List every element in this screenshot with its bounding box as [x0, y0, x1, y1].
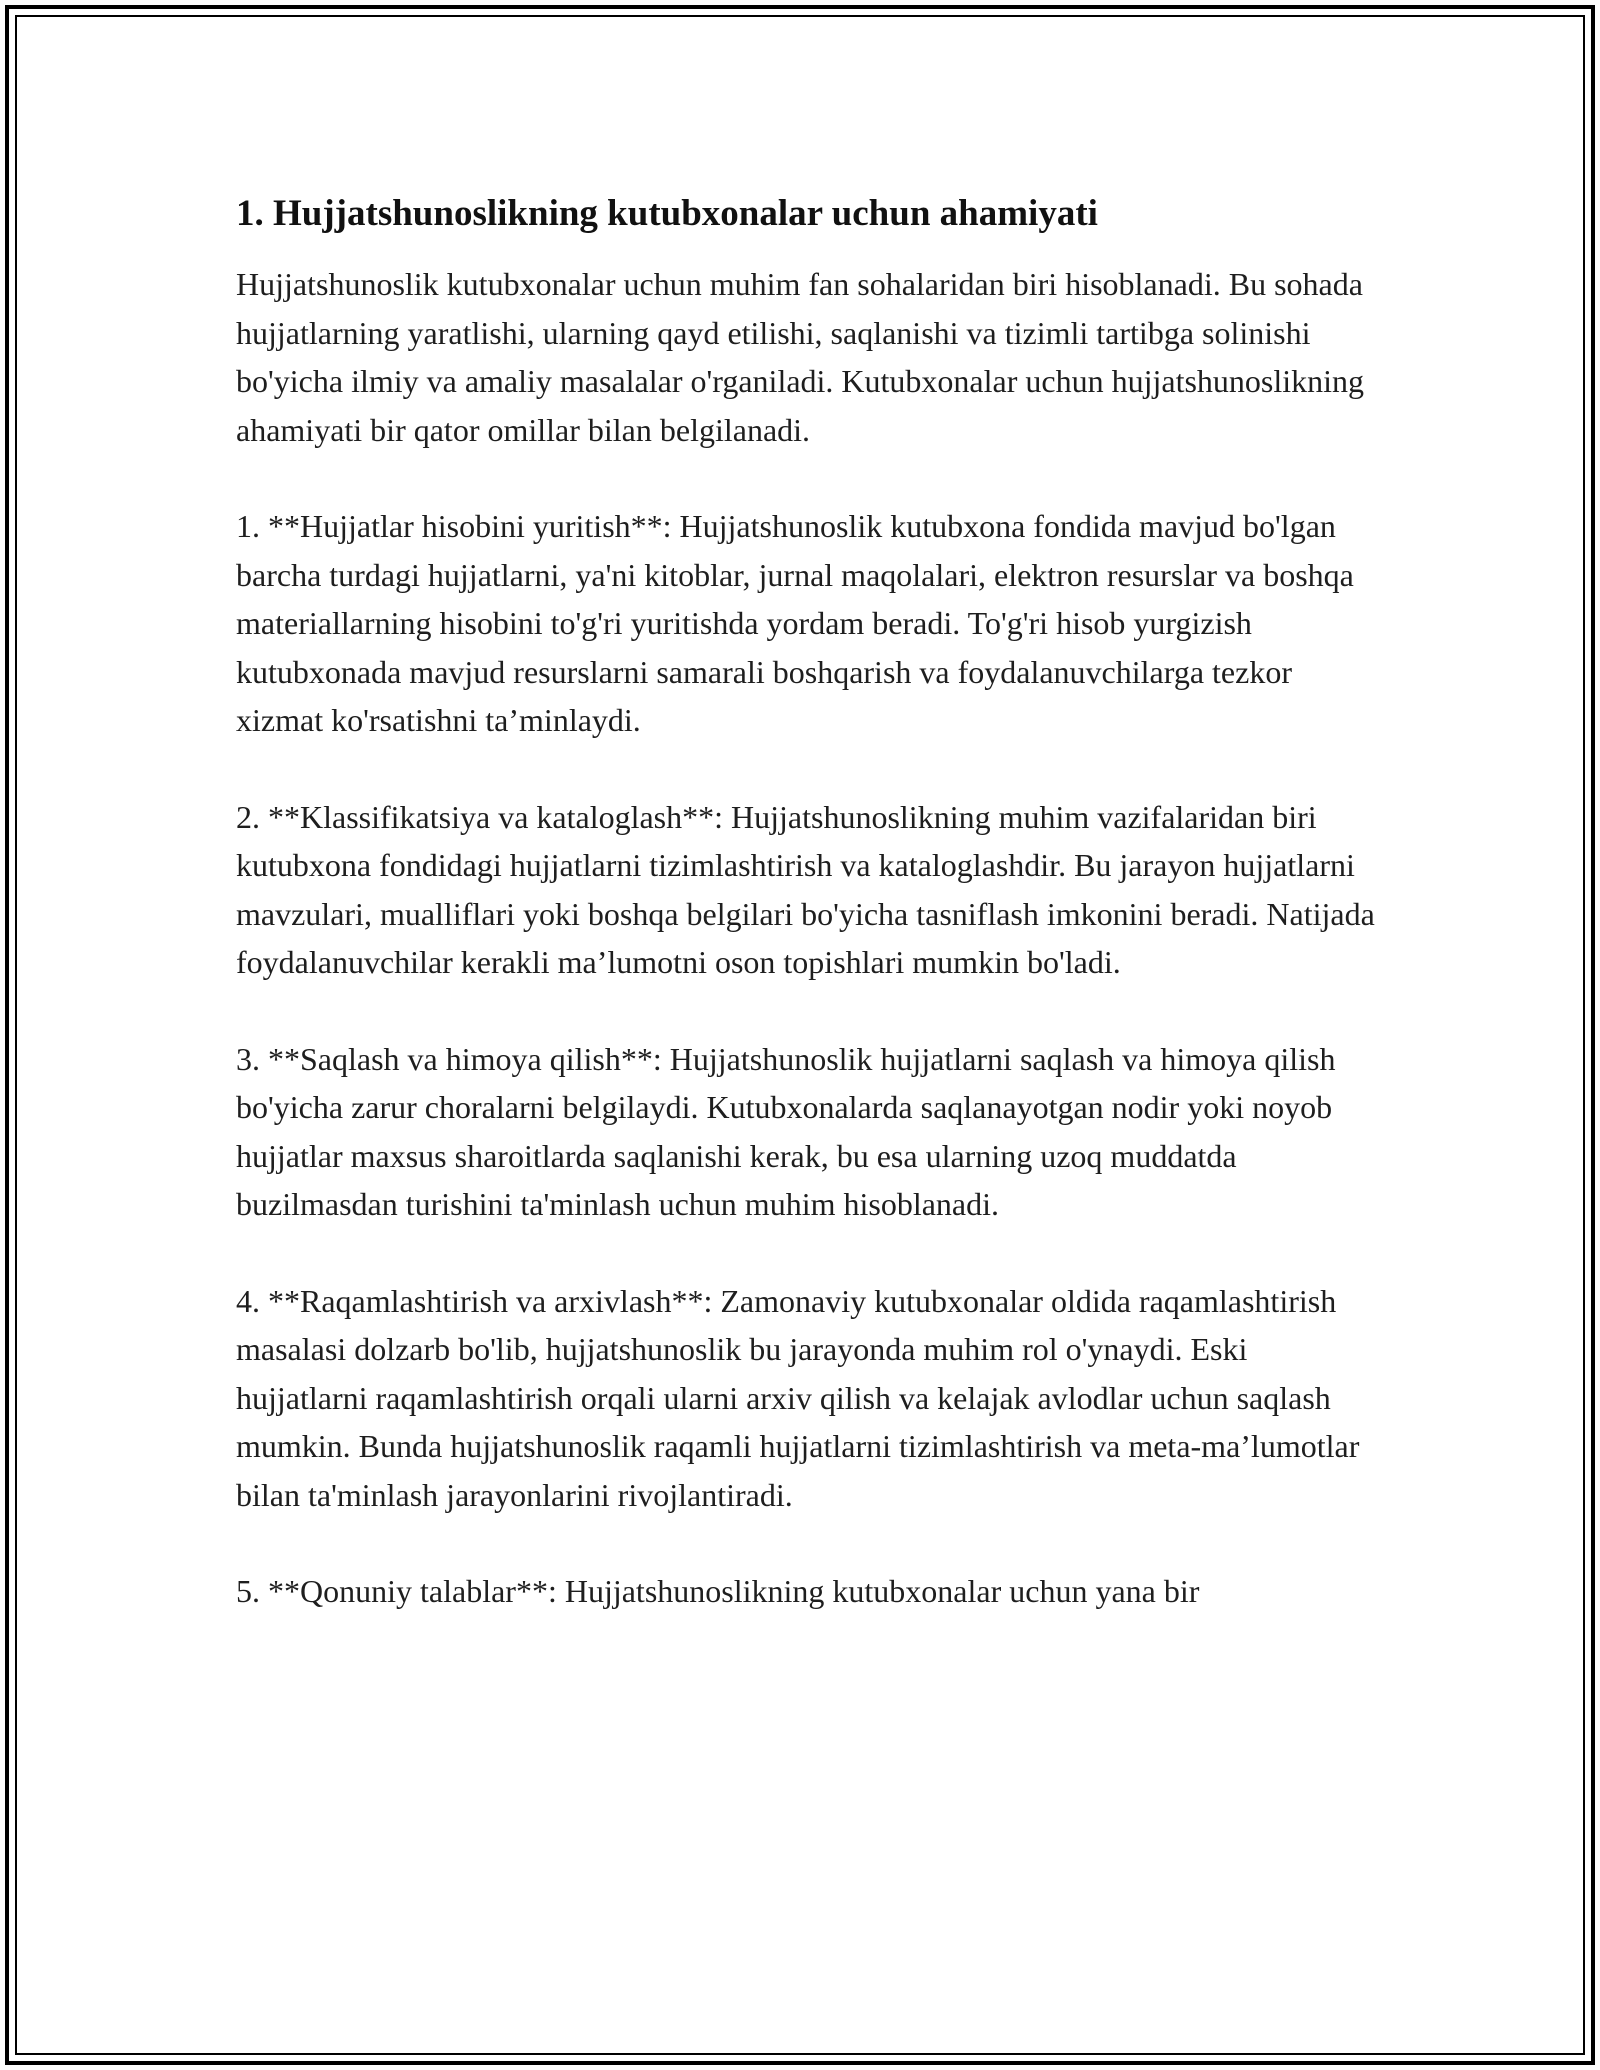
intro-paragraph: Hujjatshunoslik kutubxonalar uchun muhim fan sohalaridan biri hisoblanadi. Bu sohada hujjatlarning yaratlishi, ularning qayd etilishi, saqlanishi va tizimli tartibga solinishi bo'yicha ilmiy va amaliy masalalar o'rganiladi. Kutubxonalar uchun hujjatshunoslikning ahamiyati bir qator omillar bilan belgilanadi. — [236, 266, 1365, 448]
list-item: 5. **Qonuniy talablar**: Hujjatshunoslikning kutubxonalar uchun yana bir — [236, 1573, 1200, 1609]
document-title: 1. Hujjatshunoslikning kutubxonalar uchun ahamiyati — [236, 193, 1098, 234]
list-item: 3. **Saqlash va himoya qilish**: Hujjatshunoslik hujjatlarni saqlash va himoya qilish bo'yicha zarur choralarni belgilaydi. Kutubxonalarda saqlanayotgan nodir yoki noyob hujjatlar maxsus sharoitlarda saqlanishi kerak, bu esa ularning uzoq muddatda buzilmasdan turishini ta'minlash uchun muhim hisoblanadi. — [236, 1040, 1336, 1222]
list-item: 1. **Hujjatlar hisobini yuritish**: Hujjatshunoslik kutubxona fondida mavjud bo'lgan barcha turdagi hujjatlarni, ya'ni kitoblar, jurnal maqolalari, elektron resurslar va boshqa materiallarning hisobini to'g'ri yuritishda yordam beradi. To'g'ri hisob yurgizish kutubxonada mavjud resurslarni samarali boshqarish va foydalanuvchilarga tezkor xizmat ko'rsatishni ta’minlaydi. — [236, 508, 1354, 738]
document-body — [236, 180, 1376, 1664]
list-item: 2. **Klassifikatsiya va kataloglash**: Hujjatshunoslikning muhim vazifalaridan biri kutubxona fondidagi hujjatlarni tizimlashtirish va kataloglashdir. Bu jarayon hujjatlarni mavzulari, mualliflari yoki boshqa belgilari bo'yicha tasniflash imkonini beradi. Natijada foydalanuvchilar kerakli ma’lumotni oson topishlari mumkin bo'ladi. — [236, 798, 1375, 980]
list-item: 4. **Raqamlashtirish va arxivlash**: Zamonaviy kutubxonalar oldida raqamlashtirish masalasi dolzarb bo'lib, hujjatshunoslik bu jarayonda muhim rol o'ynaydi. Eski hujjatlarni raqamlashtirish orqali ularni arxiv qilish va kelajak avlodlar uchun saqlash mumkin. Bunda hujjatshunoslik raqamli hujjatlarni tizimlashtirish va meta-ma’lumotlar bilan ta'minlash jarayonlarini rivojlantiradi. — [236, 1282, 1360, 1513]
